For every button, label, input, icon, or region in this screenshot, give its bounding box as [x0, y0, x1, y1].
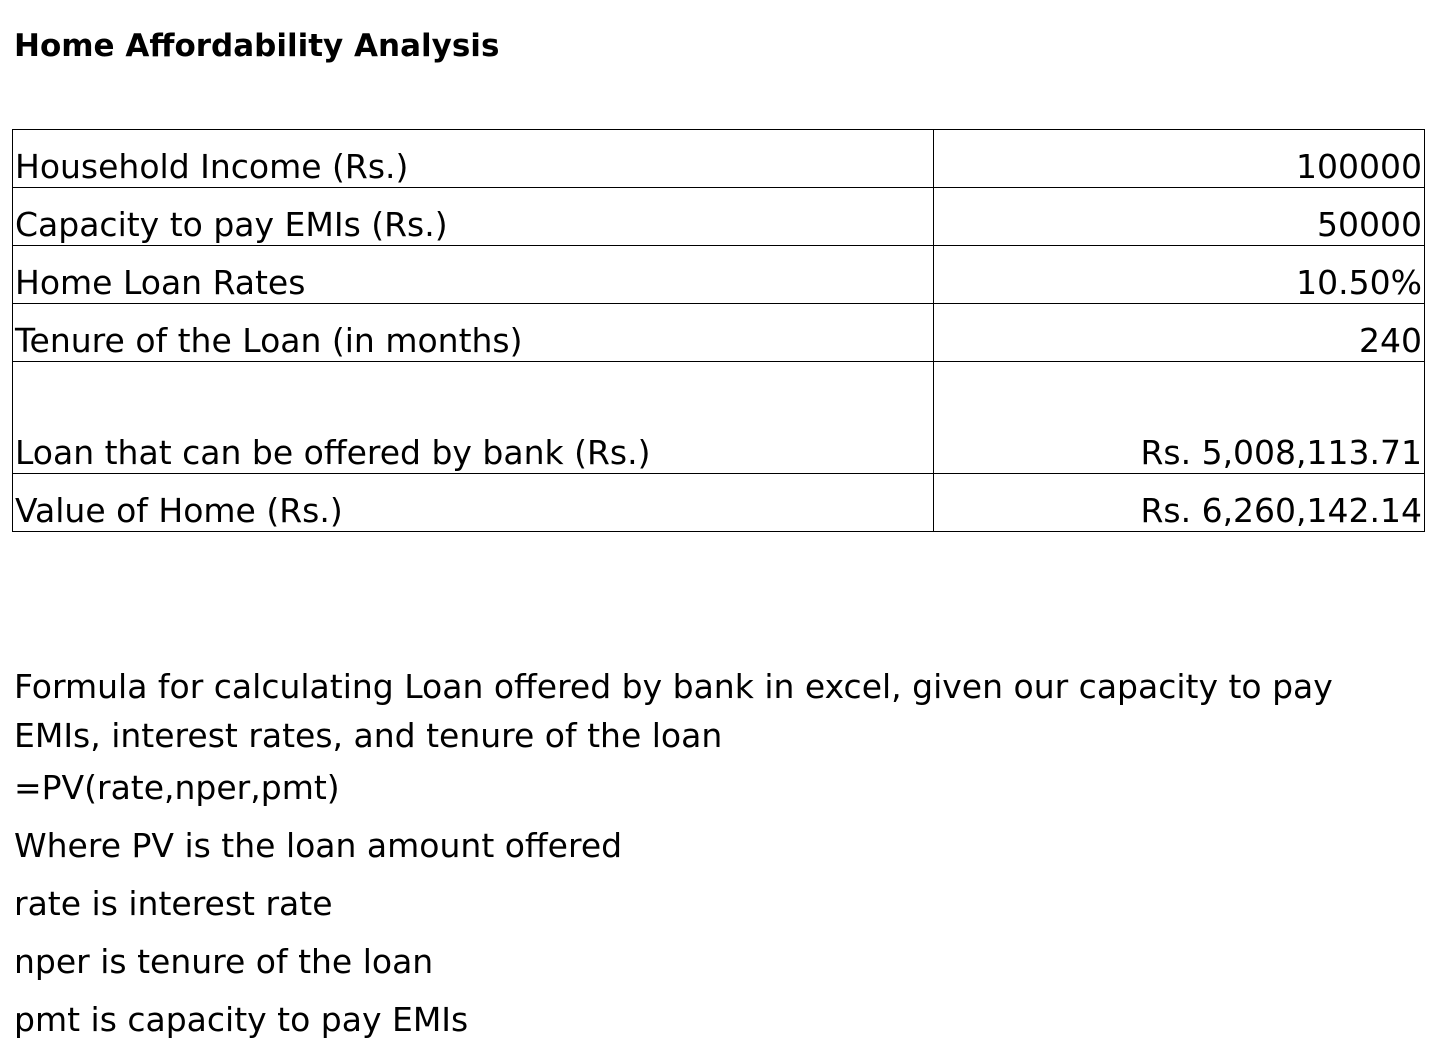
household-income-label: Household Income (Rs.) — [13, 130, 934, 188]
table-row-home-value — [13, 474, 1425, 532]
table-row-emi-capacity — [13, 188, 1425, 246]
formula-notes — [14, 662, 1414, 1058]
formula-intro: Formula for calculating Loan offered by bank in excel, given our capacity to pay EMIs, interest rates, and tenure of the loan — [14, 667, 1333, 755]
emi-capacity-label: Capacity to pay EMIs (Rs.) — [13, 188, 934, 246]
formula-nper-definition: nper is tenure of the loan — [14, 942, 434, 981]
loan-tenure-value[interactable]: 240 — [934, 304, 1425, 362]
formula-pmt-definition: pmt is capacity to pay EMIs — [14, 1000, 469, 1039]
page-title: Home Affordability Analysis — [14, 28, 500, 64]
formula-pv-definition: Where PV is the loan amount offered — [14, 826, 623, 865]
loan-offered-label: Loan that can be offered by bank (Rs.) — [13, 362, 934, 474]
emi-capacity-value[interactable]: 50000 — [934, 188, 1425, 246]
loan-rate-label: Home Loan Rates — [13, 246, 934, 304]
table-row-loan-rate — [13, 246, 1425, 304]
formula-rate-definition: rate is interest rate — [14, 884, 333, 923]
home-value-label: Value of Home (Rs.) — [13, 474, 934, 532]
table-row-household-income — [13, 130, 1425, 188]
formula-text: =PV(rate,nper,pmt) — [14, 768, 340, 807]
loan-tenure-label: Tenure of the Loan (in months) — [13, 304, 934, 362]
affordability-table — [12, 129, 1425, 532]
loan-rate-value[interactable]: 10.50% — [934, 246, 1425, 304]
home-value-value[interactable]: Rs. 6,260,142.14 — [934, 474, 1425, 532]
loan-offered-value[interactable]: Rs. 5,008,113.71 — [934, 362, 1425, 474]
table-row-loan-tenure — [13, 304, 1425, 362]
household-income-value[interactable]: 100000 — [934, 130, 1425, 188]
table-row-loan-offered — [13, 362, 1425, 474]
